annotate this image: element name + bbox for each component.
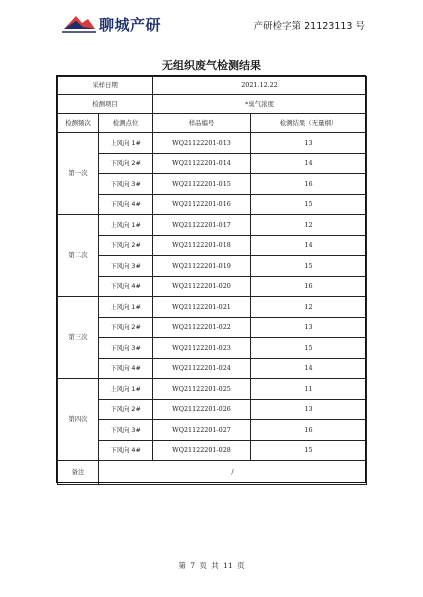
sample-cell: WQ21122201-023 [153,338,251,359]
sample-cell: WQ21122201-013 [153,133,251,154]
remarks-value: / [99,461,367,485]
sample-cell: WQ21122201-021 [153,297,251,318]
result-cell: 15 [251,194,367,215]
sample-cell: WQ21122201-017 [153,215,251,236]
report-number: 产研检字第 21123113 号 [253,21,365,32]
column-header-point: 检测点位 [99,114,153,133]
sample-cell: WQ21122201-016 [153,194,251,215]
point-cell: 下风向 4# [99,358,153,379]
sample-cell: WQ21122201-020 [153,276,251,297]
remarks-row [58,461,367,485]
column-header-row [58,114,367,133]
sample-cell: WQ21122201-022 [153,317,251,338]
sampling-date-value: 2021.12.22 [153,77,367,95]
result-cell: 16 [251,174,367,195]
table-row [58,194,367,215]
result-cell: 16 [251,276,367,297]
result-cell: 15 [251,256,367,277]
result-cell: 12 [251,297,367,318]
results-table-body [58,77,367,485]
point-cell: 下风向 4# [99,276,153,297]
result-cell: 14 [251,358,367,379]
results-table [57,76,367,485]
table-row [58,358,367,379]
logo-text: 聊城产研 [99,16,162,34]
test-item-label: 检测项目 [58,95,153,114]
table-row [58,133,367,154]
column-header-sample: 样品编号 [153,114,251,133]
sampling-date-label: 采样日期 [58,77,153,95]
result-cell: 14 [251,235,367,256]
point-cell: 下风向 2# [99,399,153,420]
sample-cell: WQ21122201-019 [153,256,251,277]
result-cell: 13 [251,133,367,154]
sample-cell: WQ21122201-025 [153,379,251,400]
point-cell: 上风向 1# [99,379,153,400]
point-cell: 下风向 2# [99,317,153,338]
frequency-cell: 第二次 [58,215,99,297]
table-row [58,256,367,277]
sample-cell: WQ21122201-015 [153,174,251,195]
result-cell: 13 [251,399,367,420]
table-row [58,235,367,256]
column-header-result: 检测结果（无量纲） [251,114,367,133]
point-cell: 上风向 1# [99,215,153,236]
result-cell: 15 [251,440,367,461]
table-row [58,399,367,420]
table-row [58,297,367,318]
page-title: 无组织废气检测结果 [162,59,261,72]
page-footer: 第 7 页 共 11 页 [178,561,245,570]
table-row [58,338,367,359]
table-row [58,420,367,441]
result-cell: 14 [251,153,367,174]
table-row [58,276,367,297]
point-cell: 下风向 2# [99,153,153,174]
result-cell: 13 [251,317,367,338]
remarks-label: 备注 [58,461,99,485]
sampling-date-row [58,77,367,95]
point-cell: 下风向 3# [99,420,153,441]
point-cell: 上风向 1# [99,297,153,318]
sample-cell: WQ21122201-024 [153,358,251,379]
point-cell: 下风向 2# [99,235,153,256]
column-header-frequency: 检测频次 [58,114,99,133]
table-row [58,153,367,174]
logo-icon [62,13,96,35]
table-row [58,379,367,400]
sample-cell: WQ21122201-026 [153,399,251,420]
point-cell: 下风向 4# [99,194,153,215]
sample-cell: WQ21122201-028 [153,440,251,461]
point-cell: 下风向 3# [99,338,153,359]
point-cell: 下风向 3# [99,256,153,277]
frequency-cell: 第三次 [58,297,99,379]
result-cell: 11 [251,379,367,400]
result-cell: 15 [251,338,367,359]
table-row [58,174,367,195]
point-cell: 上风向 1# [99,133,153,154]
sample-cell: WQ21122201-014 [153,153,251,174]
frequency-cell: 第一次 [58,133,99,215]
point-cell: 下风向 3# [99,174,153,195]
result-cell: 12 [251,215,367,236]
table-row [58,440,367,461]
test-item-value: *臭气浓度 [153,95,367,114]
table-row [58,215,367,236]
result-cell: 16 [251,420,367,441]
sample-cell: WQ21122201-018 [153,235,251,256]
table-row [58,317,367,338]
point-cell: 下风向 4# [99,440,153,461]
frequency-cell: 第四次 [58,379,99,461]
sample-cell: WQ21122201-027 [153,420,251,441]
test-item-row [58,95,367,114]
